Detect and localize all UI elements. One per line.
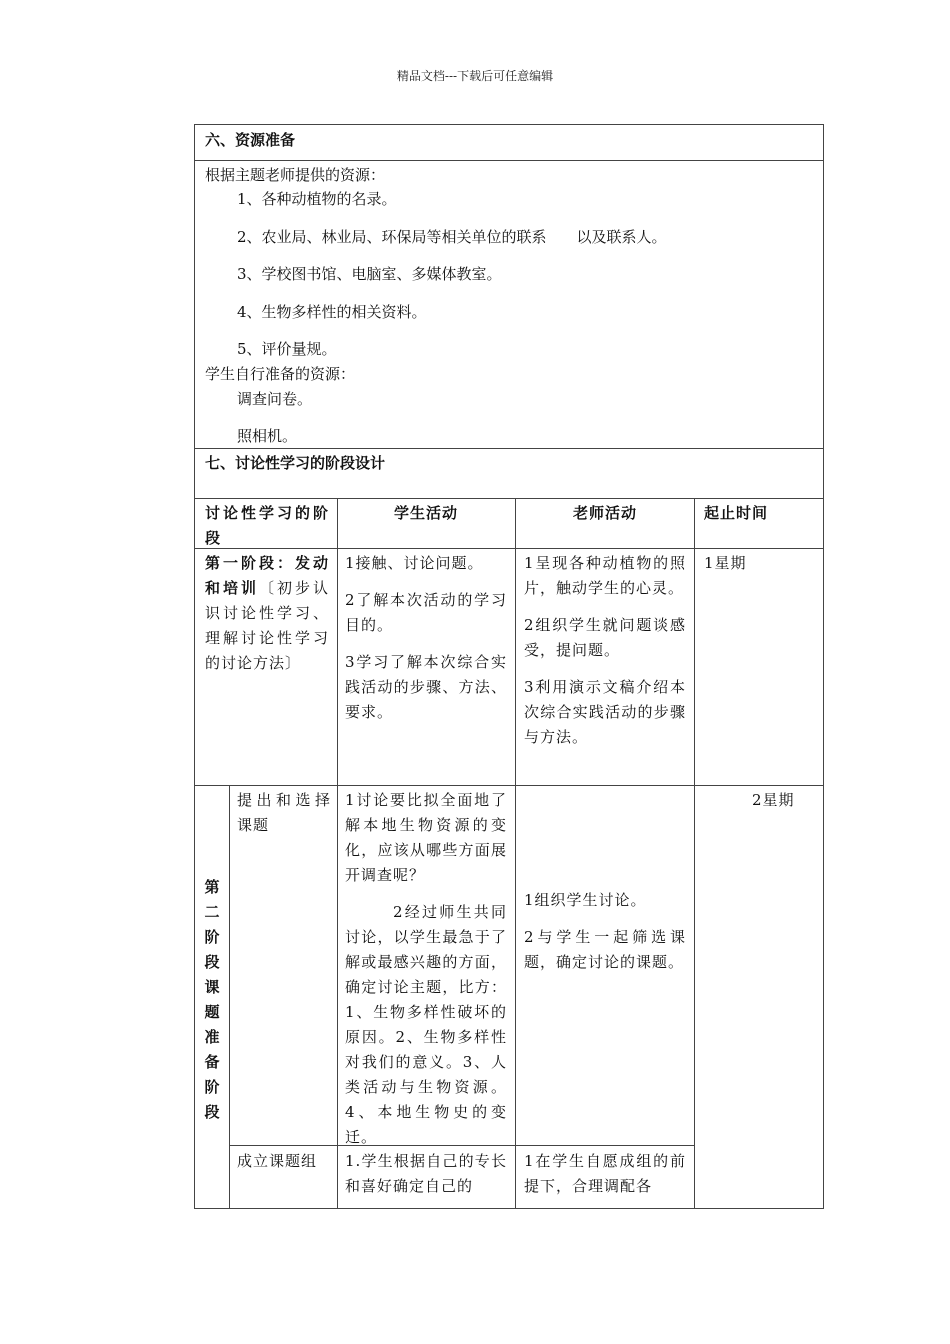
page-header: 精品文档---下载后可任意编辑 (396, 69, 554, 83)
divider (337, 498, 338, 1208)
stage1-title: 第一阶段：发动和培训 (205, 554, 329, 597)
stage2-time: 2星期 (752, 791, 795, 809)
resource-item: 2、农业局、林业局、环保局等相关单位的联系 以及联系人。 (237, 228, 667, 246)
stage1-teacher-activities (524, 551, 686, 750)
resource-item: 4、生物多样性的相关资料。 (237, 303, 427, 321)
stage2-sub2-name: 成立课题组 (237, 1152, 318, 1170)
activity-item: 1讨论要比拟全面地了解本地生物资源的变化，应该从哪些方面展开调查呢？ (345, 791, 507, 884)
activity-item: 2与学生一起筛选课题，确定讨论的课题。 (524, 928, 686, 971)
student-resource-item: 调查问卷。 (237, 390, 313, 408)
divider (195, 160, 823, 161)
header-student-activity: 老师活动 (572, 504, 637, 522)
stage2-sub2-teacher-activity: 1在学生自愿成组的前提下，合理调配各 (524, 1152, 686, 1195)
header-stage: 讨论性学习的阶段 (205, 504, 329, 547)
stage2-sub1-name: 提出和选择课题 (237, 791, 331, 834)
divider (229, 785, 230, 1208)
divider (515, 498, 516, 1208)
resource-item: 3、学校图书馆、电脑室、多媒体教室。 (237, 265, 502, 283)
divider (694, 498, 695, 1208)
student-resources-label: 学生自行准备的资源： (205, 365, 356, 383)
stage2-sub1-student-activities (345, 788, 507, 1150)
stage2-sub2-student-activity: 1.学生根据自己的专长和喜好确定自己的 (345, 1152, 507, 1195)
stage2-sub1-teacher-activities (524, 888, 686, 975)
stage2-name: 第二阶段课题准备阶段 (204, 878, 220, 1121)
activity-item: 2组织学生就问题谈感受，提问题。 (524, 616, 686, 659)
divider (195, 785, 823, 786)
stage1-time: 1星期 (704, 554, 747, 572)
student-resource-item: 照相机。 (237, 427, 298, 445)
header-time: 起止时间 (704, 504, 769, 522)
activity-item: 1接触、讨论问题。 (345, 554, 484, 572)
activity-item: 1组织学生讨论。 (524, 891, 647, 909)
header-teacher-activity: 学生活动 (393, 504, 458, 522)
section7-title: 七、讨论性学习的阶段设计 (205, 454, 386, 472)
stage1-name (205, 551, 329, 676)
teacher-resources-label: 根据主题老师提供的资源： (205, 166, 386, 184)
activity-item: 3学习了解本次综合实践活动的步骤、方法、要求。 (345, 653, 507, 721)
stage1-desc: 〔初步认识讨论性学习、理解讨论性学习的讨论方法〕 (205, 579, 329, 672)
section6-title: 六、资源准备 (205, 131, 296, 149)
activity-item: 3利用演示文稿介绍本次综合实践活动的步骤与方法。 (524, 678, 686, 746)
activity-item: 1呈现各种动植物的照片，触动学生的心灵。 (524, 554, 686, 597)
resource-item: 1、各种动植物的名录。 (237, 190, 397, 208)
divider (195, 498, 823, 499)
activity-item: 2了解本次活动的学习目的。 (345, 591, 507, 634)
resource-item: 5、评价量规。 (237, 340, 337, 358)
lesson-plan-table (194, 124, 824, 1209)
activity-item: 2经过师生共同讨论，以学生最急于了解或最感兴趣的方面，确定讨论主题，比方：1、生物多样性破坏的原因。2、生物多样性对我们的意义。3、人类活动与生物资源。4、本地生物史的变迁。 (345, 903, 507, 1146)
stage1-student-activities (345, 551, 507, 725)
